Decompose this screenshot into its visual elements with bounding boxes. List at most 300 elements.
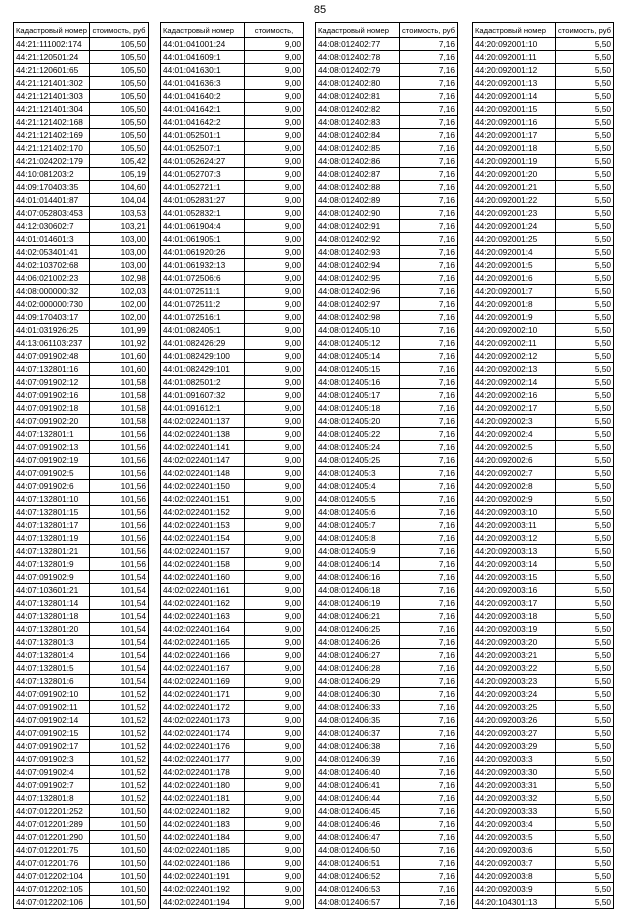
table-row [473, 792, 614, 805]
cadastral-number-cell: 44:07:132801:6 [14, 675, 90, 688]
cost-cell: 101,52 [90, 779, 149, 792]
cadastral-number-cell: 44:07:012201:290 [14, 831, 90, 844]
cadastral-number-cell: 44:08:012402:95 [316, 272, 400, 285]
cost-cell: 9,00 [245, 428, 304, 441]
table-row [473, 233, 614, 246]
cost-cell: 7,16 [400, 792, 458, 805]
cadastral-number-cell: 44:02:022401:161 [161, 584, 245, 597]
cadastral-number-cell: 44:02:022401:180 [161, 779, 245, 792]
table-row [14, 259, 149, 272]
cadastral-number-cell: 44:07:091902:3 [14, 753, 90, 766]
cadastral-number-cell: 44:02:022401:157 [161, 545, 245, 558]
cadastral-number-cell: 44:20:092001:24 [473, 220, 556, 233]
cost-cell: 101,52 [90, 792, 149, 805]
cadastral-number-cell: 44:08:012402:77 [316, 38, 400, 51]
cost-cell: 5,50 [556, 805, 614, 818]
cost-cell: 105,50 [90, 77, 149, 90]
cost-cell: 5,50 [556, 298, 614, 311]
table-row [14, 857, 149, 870]
table-row [316, 441, 458, 454]
cost-cell: 101,56 [90, 532, 149, 545]
cost-cell: 102,98 [90, 272, 149, 285]
table-row [161, 818, 304, 831]
table-row [14, 181, 149, 194]
cadastral-number-cell: 44:08:012406:30 [316, 688, 400, 701]
cost-cell: 7,16 [400, 610, 458, 623]
cost-cell: 105,19 [90, 168, 149, 181]
table-row [316, 337, 458, 350]
table-row [316, 740, 458, 753]
table-row [473, 272, 614, 285]
cadastral-number-cell: 44:07:012202:105 [14, 883, 90, 896]
cost-cell: 104,60 [90, 181, 149, 194]
cost-cell: 5,50 [556, 714, 614, 727]
table-row [473, 506, 614, 519]
cadastral-number-cell: 44:07:012201:289 [14, 818, 90, 831]
cadastral-number-cell: 44:21:121402:170 [14, 142, 90, 155]
cost-cell: 5,50 [556, 194, 614, 207]
cost-cell: 101,56 [90, 467, 149, 480]
table-row [14, 792, 149, 805]
table-row [161, 415, 304, 428]
cost-cell: 9,00 [245, 454, 304, 467]
table-row [161, 441, 304, 454]
table-row [14, 116, 149, 129]
table-row [316, 129, 458, 142]
cadastral-number-cell: 44:08:012406:37 [316, 727, 400, 740]
cadastral-number-cell: 44:20:104301:13 [473, 896, 556, 909]
table-row [473, 38, 614, 51]
cost-cell: 9,00 [245, 207, 304, 220]
table-row [473, 116, 614, 129]
cost-cell: 5,50 [556, 532, 614, 545]
cost-cell: 5,50 [556, 220, 614, 233]
table-row [316, 636, 458, 649]
cost-cell: 5,50 [556, 389, 614, 402]
cadastral-number-cell: 44:20:092003:27 [473, 727, 556, 740]
table-row [316, 415, 458, 428]
cadastral-number-cell: 44:07:091902:5 [14, 467, 90, 480]
cadastral-number-cell: 44:20:092002:16 [473, 389, 556, 402]
table-row [14, 64, 149, 77]
table-row [316, 246, 458, 259]
table-row [14, 467, 149, 480]
cost-cell: 5,50 [556, 740, 614, 753]
cadastral-number-cell: 44:01:082426:29 [161, 337, 245, 350]
table-row [161, 337, 304, 350]
cost-cell: 5,50 [556, 64, 614, 77]
cadastral-number-cell: 44:20:092001:9 [473, 311, 556, 324]
table-row [316, 649, 458, 662]
cost-cell: 9,00 [245, 51, 304, 64]
cadastral-number-cell: 44:01:052707:3 [161, 168, 245, 181]
cost-cell: 7,16 [400, 142, 458, 155]
cadastral-number-cell: 44:08:012405:25 [316, 454, 400, 467]
table-row [316, 727, 458, 740]
cost-cell: 103,53 [90, 207, 149, 220]
cost-cell: 7,16 [400, 545, 458, 558]
cadastral-number-cell: 44:20:092003:21 [473, 649, 556, 662]
cost-cell: 7,16 [400, 766, 458, 779]
cost-cell: 9,00 [245, 701, 304, 714]
cadastral-number-cell: 44:01:061904:4 [161, 220, 245, 233]
cadastral-number-cell: 44:20:092001:21 [473, 181, 556, 194]
cadastral-number-cell: 44:08:012405:16 [316, 376, 400, 389]
cadastral-number-cell: 44:02:022401:172 [161, 701, 245, 714]
header-cadastral-number: Кадастровый номер [14, 23, 90, 38]
cadastral-number-cell: 44:20:092002:5 [473, 441, 556, 454]
cost-cell: 9,00 [245, 129, 304, 142]
cadastral-number-cell: 44:08:012402:81 [316, 90, 400, 103]
cadastral-number-cell: 44:20:092003:6 [473, 844, 556, 857]
table-row [316, 688, 458, 701]
cadastral-number-cell: 44:08:012402:80 [316, 77, 400, 90]
cadastral-number-cell: 44:07:132801:18 [14, 610, 90, 623]
table-row [316, 311, 458, 324]
table-row [316, 662, 458, 675]
cost-cell: 5,50 [556, 324, 614, 337]
table-row [14, 298, 149, 311]
cost-cell: 5,50 [556, 571, 614, 584]
cost-cell: 103,00 [90, 259, 149, 272]
cost-cell: 9,00 [245, 64, 304, 77]
cadastral-number-cell: 44:02:000000:730 [14, 298, 90, 311]
cost-cell: 9,00 [245, 376, 304, 389]
cadastral-number-cell: 44:08:012406:26 [316, 636, 400, 649]
cadastral-number-cell: 44:01:052501:1 [161, 129, 245, 142]
cost-cell: 9,00 [245, 90, 304, 103]
table-row [316, 350, 458, 363]
table-row [316, 454, 458, 467]
cadastral-number-cell: 44:02:022401:138 [161, 428, 245, 441]
cost-cell: 101,56 [90, 558, 149, 571]
table-row [161, 259, 304, 272]
table-row [161, 181, 304, 194]
cadastral-number-cell: 44:07:132801:3 [14, 636, 90, 649]
table-row [14, 805, 149, 818]
cadastral-number-cell: 44:08:012405:8 [316, 532, 400, 545]
cadastral-number-cell: 44:02:022401:167 [161, 662, 245, 675]
cost-cell: 5,50 [556, 857, 614, 870]
cadastral-number-cell: 44:01:014601:3 [14, 233, 90, 246]
table-row [473, 363, 614, 376]
table-row [316, 831, 458, 844]
table-row [161, 896, 304, 909]
cadastral-number-cell: 44:08:012405:9 [316, 545, 400, 558]
cost-cell: 5,50 [556, 545, 614, 558]
table-row [14, 584, 149, 597]
cost-cell: 101,60 [90, 350, 149, 363]
table-row [161, 662, 304, 675]
cost-cell: 7,16 [400, 207, 458, 220]
cost-cell: 5,50 [556, 896, 614, 909]
table-row [161, 792, 304, 805]
cadastral-number-cell: 44:20:092001:5 [473, 259, 556, 272]
table-row [316, 90, 458, 103]
cadastral-number-cell: 44:07:091902:20 [14, 415, 90, 428]
table-row [316, 792, 458, 805]
cadastral-number-cell: 44:07:132801:15 [14, 506, 90, 519]
table-row [316, 363, 458, 376]
table-row [473, 740, 614, 753]
cadastral-number-cell: 44:08:012406:45 [316, 805, 400, 818]
cadastral-number-cell: 44:08:012405:22 [316, 428, 400, 441]
cadastral-number-cell: 44:07:091902:12 [14, 376, 90, 389]
table-row [14, 168, 149, 181]
cost-cell: 9,00 [245, 818, 304, 831]
table-row [473, 415, 614, 428]
table-row [161, 142, 304, 155]
cost-cell: 101,56 [90, 506, 149, 519]
header-cadastral-number: Кадастровый номер [473, 23, 556, 38]
table-row [316, 597, 458, 610]
cadastral-number-cell: 44:01:091607:32 [161, 389, 245, 402]
cost-cell: 102,00 [90, 298, 149, 311]
cadastral-number-cell: 44:08:012402:88 [316, 181, 400, 194]
table-row [14, 389, 149, 402]
cadastral-number-cell: 44:20:092003:10 [473, 506, 556, 519]
cadastral-number-cell: 44:01:041630:1 [161, 64, 245, 77]
cost-cell: 101,56 [90, 480, 149, 493]
table-row [473, 610, 614, 623]
cadastral-number-cell: 44:20:092003:22 [473, 662, 556, 675]
cadastral-number-cell: 44:20:092002:8 [473, 480, 556, 493]
cost-cell: 7,16 [400, 51, 458, 64]
cost-cell: 9,00 [245, 532, 304, 545]
cost-cell: 5,50 [556, 727, 614, 740]
cadastral-number-cell: 44:08:012406:35 [316, 714, 400, 727]
table-row [316, 402, 458, 415]
table-row [473, 766, 614, 779]
cost-cell: 101,99 [90, 324, 149, 337]
cost-cell: 5,50 [556, 311, 614, 324]
cadastral-number-cell: 44:20:092001:7 [473, 285, 556, 298]
table-row [316, 116, 458, 129]
table-row [161, 324, 304, 337]
cost-cell: 101,58 [90, 389, 149, 402]
table-row [14, 246, 149, 259]
table-row [161, 194, 304, 207]
table-row [473, 519, 614, 532]
cadastral-number-cell: 44:08:012405:4 [316, 480, 400, 493]
table-row [473, 636, 614, 649]
cost-cell: 101,56 [90, 545, 149, 558]
cadastral-number-cell: 44:08:000000:32 [14, 285, 90, 298]
cost-cell: 9,00 [245, 415, 304, 428]
cadastral-number-cell: 44:01:072511:1 [161, 285, 245, 298]
cost-table-2 [160, 22, 304, 909]
cost-table-3 [315, 22, 458, 909]
cadastral-number-cell: 44:02:022401:186 [161, 857, 245, 870]
cadastral-number-cell: 44:01:041636:3 [161, 77, 245, 90]
cost-cell: 101,50 [90, 883, 149, 896]
cost-cell: 105,42 [90, 155, 149, 168]
cadastral-number-cell: 44:02:022401:154 [161, 532, 245, 545]
table-row [316, 883, 458, 896]
table-row [14, 194, 149, 207]
cadastral-number-cell: 44:20:092001:16 [473, 116, 556, 129]
cost-cell: 9,00 [245, 649, 304, 662]
cadastral-number-cell: 44:02:022401:166 [161, 649, 245, 662]
cadastral-number-cell: 44:09:170403:17 [14, 311, 90, 324]
table-row [14, 428, 149, 441]
cadastral-number-cell: 44:20:092001:20 [473, 168, 556, 181]
table-row [14, 675, 149, 688]
cadastral-number-cell: 44:08:012405:24 [316, 441, 400, 454]
cadastral-number-cell: 44:20:092001:11 [473, 51, 556, 64]
table-row [316, 519, 458, 532]
cadastral-number-cell: 44:20:092003:30 [473, 766, 556, 779]
cadastral-number-cell: 44:21:120601:65 [14, 64, 90, 77]
cost-cell: 9,00 [245, 467, 304, 480]
cost-cell: 7,16 [400, 818, 458, 831]
cadastral-number-cell: 44:08:012406:46 [316, 818, 400, 831]
table-row [161, 51, 304, 64]
table-row [161, 376, 304, 389]
cadastral-number-cell: 44:02:022401:151 [161, 493, 245, 506]
cost-cell: 7,16 [400, 38, 458, 51]
table-row [316, 753, 458, 766]
table-row [161, 571, 304, 584]
cost-cell: 5,50 [556, 662, 614, 675]
table-row [14, 740, 149, 753]
cadastral-number-cell: 44:20:092003:18 [473, 610, 556, 623]
cadastral-number-cell: 44:08:012406:21 [316, 610, 400, 623]
cadastral-number-cell: 44:08:012406:44 [316, 792, 400, 805]
table-row [161, 480, 304, 493]
cadastral-number-cell: 44:02:022401:171 [161, 688, 245, 701]
cost-cell: 7,16 [400, 779, 458, 792]
cadastral-number-cell: 44:07:132801:5 [14, 662, 90, 675]
cadastral-number-cell: 44:08:012405:18 [316, 402, 400, 415]
cadastral-number-cell: 44:20:092001:25 [473, 233, 556, 246]
cost-cell: 101,56 [90, 441, 149, 454]
cadastral-number-cell: 44:08:012406:39 [316, 753, 400, 766]
cost-cell: 5,50 [556, 233, 614, 246]
table-row [161, 857, 304, 870]
table-row [161, 558, 304, 571]
cost-cell: 5,50 [556, 129, 614, 142]
cost-cell: 9,00 [245, 740, 304, 753]
cadastral-number-cell: 44:20:092003:9 [473, 883, 556, 896]
table-row [14, 103, 149, 116]
cost-cell: 7,16 [400, 753, 458, 766]
cost-cell: 101,54 [90, 675, 149, 688]
cost-cell: 7,16 [400, 298, 458, 311]
table-row [161, 402, 304, 415]
cost-cell: 101,54 [90, 649, 149, 662]
cost-cell: 9,00 [245, 636, 304, 649]
cadastral-number-cell: 44:20:092001:12 [473, 64, 556, 77]
cost-cell: 7,16 [400, 155, 458, 168]
table-row [161, 90, 304, 103]
cost-cell: 7,16 [400, 181, 458, 194]
cadastral-number-cell: 44:20:092003:33 [473, 805, 556, 818]
cadastral-number-cell: 44:20:092003:17 [473, 597, 556, 610]
cost-cell: 9,00 [245, 610, 304, 623]
cadastral-number-cell: 44:08:012402:93 [316, 246, 400, 259]
cost-cell: 7,16 [400, 493, 458, 506]
cadastral-number-cell: 44:07:091902:13 [14, 441, 90, 454]
cost-cell: 9,00 [245, 662, 304, 675]
table-row [14, 883, 149, 896]
table-row [161, 545, 304, 558]
table-row [316, 285, 458, 298]
header-cost: стоимость, руб [90, 23, 149, 38]
table-row [473, 324, 614, 337]
table-row [14, 363, 149, 376]
table-row [316, 168, 458, 181]
table-row [14, 636, 149, 649]
cost-cell: 5,50 [556, 155, 614, 168]
cadastral-number-cell: 44:01:052832:1 [161, 207, 245, 220]
cost-cell: 9,00 [245, 155, 304, 168]
table-row [473, 493, 614, 506]
cadastral-number-cell: 44:21:121401:303 [14, 90, 90, 103]
cadastral-number-cell: 44:08:012402:79 [316, 64, 400, 77]
cost-cell: 9,00 [245, 857, 304, 870]
cadastral-number-cell: 44:07:132801:8 [14, 792, 90, 805]
cost-cell: 9,00 [245, 493, 304, 506]
cost-cell: 5,50 [556, 519, 614, 532]
cadastral-number-cell: 44:08:012406:19 [316, 597, 400, 610]
table-row [161, 506, 304, 519]
table-row [161, 285, 304, 298]
cost-cell: 7,16 [400, 519, 458, 532]
cost-cell: 101,52 [90, 727, 149, 740]
cost-cell: 9,00 [245, 363, 304, 376]
cadastral-number-cell: 44:07:091902:17 [14, 740, 90, 753]
cost-cell: 9,00 [245, 220, 304, 233]
cadastral-number-cell: 44:01:052831:27 [161, 194, 245, 207]
cadastral-number-cell: 44:08:012402:78 [316, 51, 400, 64]
table-row [473, 350, 614, 363]
cadastral-number-cell: 44:20:092001:8 [473, 298, 556, 311]
cadastral-number-cell: 44:20:092003:16 [473, 584, 556, 597]
cadastral-number-cell: 44:01:052721:1 [161, 181, 245, 194]
cost-cell: 9,00 [245, 350, 304, 363]
cost-cell: 5,50 [556, 77, 614, 90]
cadastral-number-cell: 44:01:041642:2 [161, 116, 245, 129]
cost-cell: 7,16 [400, 246, 458, 259]
cost-cell: 5,50 [556, 701, 614, 714]
cost-cell: 9,00 [245, 571, 304, 584]
table-row [316, 766, 458, 779]
cost-cell: 7,16 [400, 233, 458, 246]
table-row [316, 857, 458, 870]
table-row [316, 675, 458, 688]
cost-cell: 9,00 [245, 285, 304, 298]
cadastral-number-cell: 44:20:092001:6 [473, 272, 556, 285]
cadastral-number-cell: 44:20:092003:8 [473, 870, 556, 883]
cost-cell: 105,50 [90, 38, 149, 51]
table-row [473, 714, 614, 727]
table-row [14, 350, 149, 363]
table-row [473, 337, 614, 350]
cost-cell: 9,00 [245, 896, 304, 909]
cost-cell: 7,16 [400, 311, 458, 324]
table-row [14, 402, 149, 415]
table-row [14, 142, 149, 155]
cost-cell: 9,00 [245, 831, 304, 844]
cost-cell: 5,50 [556, 493, 614, 506]
cadastral-number-cell: 44:08:012405:20 [316, 415, 400, 428]
table-row [161, 610, 304, 623]
table-row [14, 571, 149, 584]
cadastral-number-cell: 44:20:092003:23 [473, 675, 556, 688]
cadastral-number-cell: 44:20:092002:13 [473, 363, 556, 376]
cadastral-number-cell: 44:02:022401:191 [161, 870, 245, 883]
